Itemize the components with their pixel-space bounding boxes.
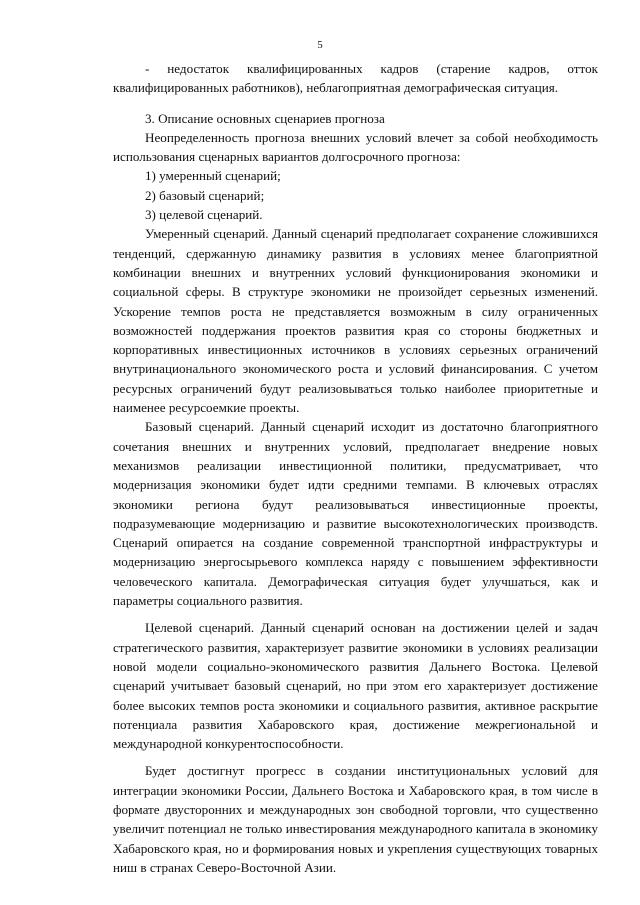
base-scenario-paragraph: Базовый сценарий. Данный сценарий исходит из достаточно благоприятного сочетания внешних и внутренних условий, предполагает внедрение новых механизмов реализации инвестиционной политики, предусматривает, что модернизация экономики будет идти средними темпами. В ключевых отраслях экономики региона будут реализовываться инвестиционные проекты, подразумевающие модернизацию и развитие высокотехнологических производств. Сценарий опирается на создание современной транспортной инфраструктуры и модернизацию энергосырьевого комплекса наряду с повышением эффективности человеческого капитала. Демографическая ситуация будет улучшаться, как и параметры социального развития. — [113, 419, 598, 609]
progress-paragraph: Будет достигнут прогресс в создании институциональных условий для интеграции экономики России, Дальнего Востока и Хабаровского края, в том числе в формате двусторонних и международных зон свободной торговли, что существенно увеличит потенциал не только инвестирования международного капитала в экономику Хабаровского края, но и формирования новых и укрепления существующих товарных ниш в странах Северо-Восточной Азии. — [113, 763, 598, 875]
section-lead-paragraph: Неопределенность прогноза внешних условий влечет за собой необходимость использования сценарных вариантов долгосрочного прогноза: — [113, 129, 598, 165]
list-item: 3) целевой сценарий. — [145, 207, 263, 223]
scenario-list — [113, 166, 598, 224]
list-item: 2) базовый сценарий; — [145, 187, 265, 203]
paragraph-gap — [113, 610, 598, 618]
paragraph-gap — [113, 753, 598, 761]
section-heading: 3. Описание основных сценариев прогноза — [145, 110, 385, 126]
intro-paragraph: - недостаток квалифицированных кадров (старение кадров, отток квалифицированных работников), неблагоприятная демографическая ситуация. — [113, 61, 598, 96]
target-scenario-paragraph: Целевой сценарий. Данный сценарий основан на достижении целей и задач стратегического развития, характеризует развитие экономики в условиях реализации новой модели социально-экономического развития Дальнего Востока. Целевой сценарий учитывает базовый сценарий, но при этом его характеризует достижение более высоких темпов роста экономики и социального развития, активное раскрытие потенциала развития Хабаровского края, достижение межрегиональной и международной конкурентоспособности. — [113, 620, 598, 752]
moderate-scenario-paragraph: Умеренный сценарий. Данный сценарий предполагает сохранение сложившихся тенденций, сдержанную динамику развития в условиях менее благоприятной комбинации внешних и внутренних условий функционирования экономики и социальной сферы. В структуре экономики не произойдет серьезных изменений. Ускорение темпов роста не представляется возможным в силу ограниченных возможностей поддержания проектов развития края со стороны бюджетных и корпоративных инвестиционных источников в условиях серьезных ограничений внутринационального экономического роста и условий финансирования. С учетом ресурсных ограничений будут реализовываться только наиболее приоритетные и наименее ресурсоемкие проекты. — [113, 226, 598, 416]
list-item: 1) умеренный сценарий; — [145, 168, 281, 184]
document-body — [113, 59, 598, 877]
page-number: 5 — [317, 39, 323, 51]
